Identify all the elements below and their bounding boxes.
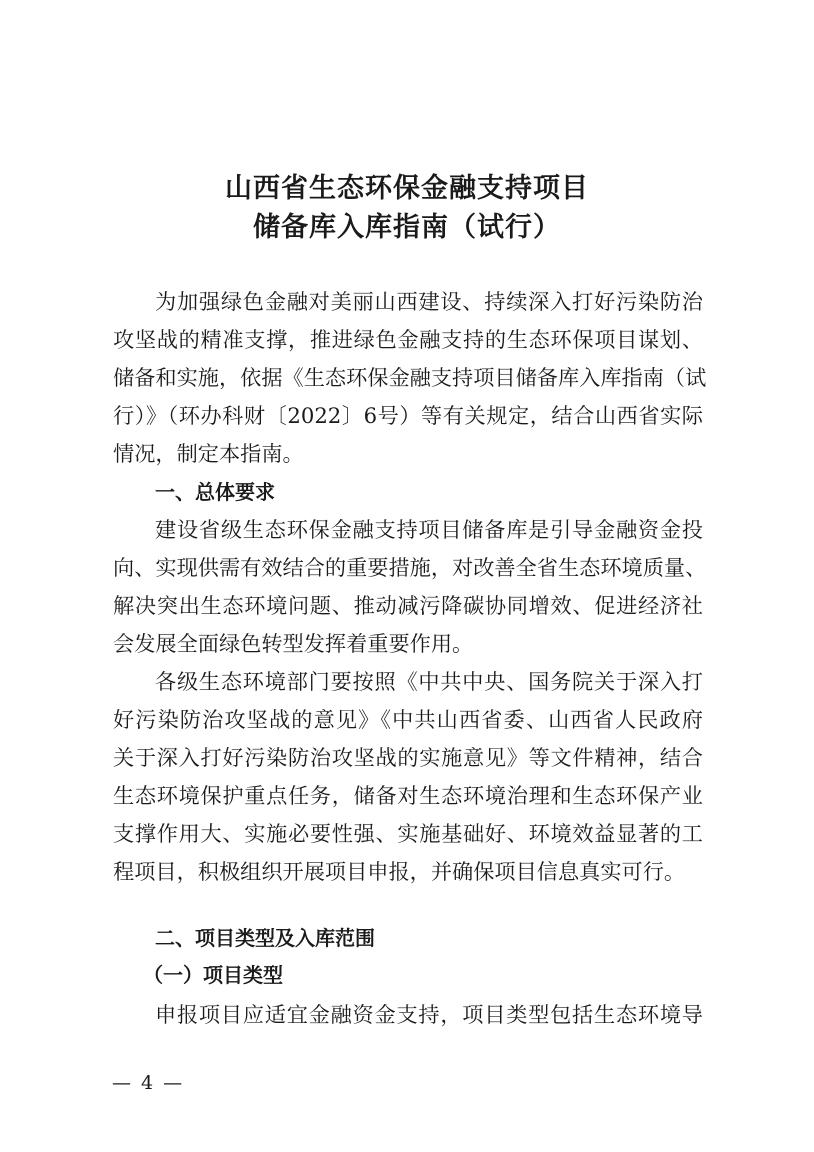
subsection-heading-1: （一）项目类型 (143, 963, 283, 987)
paragraph-3-line-2: 好污染防治攻坚战的意见》《中共山西省委、山西省人民政府 (113, 707, 703, 732)
paragraph-1-line-3: 储备和实施，依据《生态环保金融支持项目储备库入库指南（试 (113, 365, 707, 390)
paragraph-3-line-3: 关于深入打好污染防治攻坚战的实施意见》等文件精神，结合 (113, 745, 703, 770)
paragraph-3-line-1: 各级生态环境部门要按照《中共中央、国务院关于深入打 (155, 669, 703, 694)
page-number: — 4 — (112, 1072, 185, 1094)
paragraph-2-line-1: 建设省级生态环保金融支持项目储备库是引导金融资金投 (155, 517, 703, 542)
paragraph-1-line-1: 为加强绿色金融对美丽山西建设、持续深入打好污染防治 (155, 289, 703, 314)
paragraph-2-line-3: 解决突出生态环境问题、推动减污降碳协同增效、促进经济社 (113, 593, 703, 618)
paragraph-1-line-5: 情况，制定本指南。 (113, 441, 304, 466)
paragraph-3-line-5: 支撑作用大、实施必要性强、实施基础好、环境效益显著的工 (113, 821, 703, 846)
paragraph-1-line-2: 攻坚战的精准支撑，推进绿色金融支持的生态环保项目谋划、 (113, 327, 703, 352)
section-heading-1: 一、总体要求 (155, 480, 275, 504)
paragraph-2-line-4: 会发展全面绿色转型发挥着重要作用。 (113, 631, 474, 656)
document-title-line-1: 山西省生态环保金融支持项目 (225, 173, 589, 204)
paragraph-2-line-2: 向、实现供需有效结合的重要措施，对改善全省生态环境质量、 (113, 555, 707, 580)
paragraph-3-line-6: 程项目，积极组织开展项目申报，并确保项目信息真实可行。 (113, 859, 686, 884)
paragraph-3-line-4: 生态环境保护重点任务，储备对生态环境治理和生态环保产业 (113, 783, 703, 808)
paragraph-4-line-1: 申报项目应适宜金融资金支持，项目类型包括生态环境导 (155, 1002, 703, 1027)
paragraph-1-line-4: 行）》（环办科财〔2022〕6号）等有关规定，结合山西省实际 (113, 403, 703, 428)
document-title-line-2: 储备库入库指南（试行） (253, 212, 561, 243)
section-heading-2: 二、项目类型及入库范围 (155, 926, 375, 950)
